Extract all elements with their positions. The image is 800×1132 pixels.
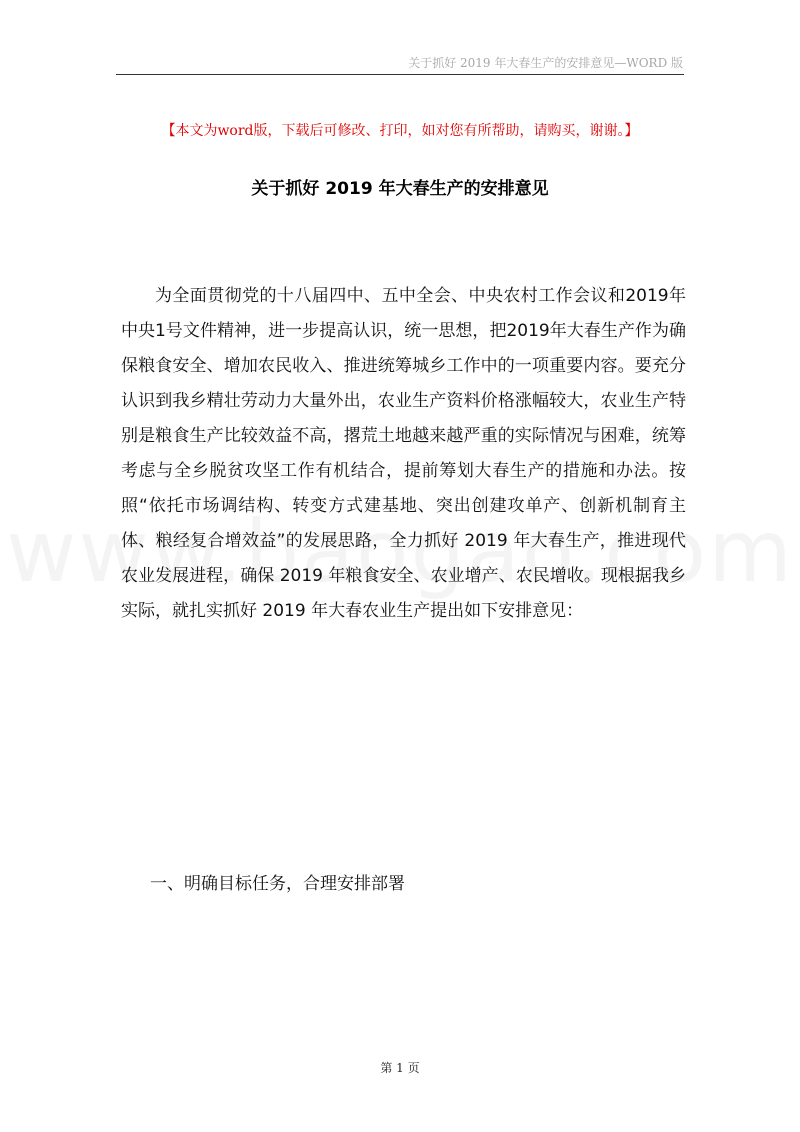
purchase-notice: 【本文为word版，下载后可修改、打印，如对您有所帮助，请购买，谢谢。】 xyxy=(161,123,639,139)
document-title: 关于抓好 2019 年大春生产的安排意见 xyxy=(251,179,549,199)
section-heading: 一、明确目标任务，合理安排部署 xyxy=(150,874,405,894)
running-header: 关于抓好 2019 年大春生产的安排意见—WORD 版 xyxy=(408,56,683,70)
page-number: 第 1 页 xyxy=(380,1061,420,1075)
body-paragraph: 为全面贯彻党的十八届四中、五中全会、中央农村工作会议和2019年中央1号文件精神，进一步提高认识，统一思想，把2019年大春生产作为确保粮食安全、增加农民收入、推进统筹城乡工作中的一项重要内容。要充分认识到我乡精壮劳动力大量外出，农业生产资料价格涨幅较大，农业生产特别是粮食生产比较效益不高，撂荒土地越来越严重的实际情况与困难，统筹考虑与全乡脱贫攻坚工作有机结合，提前筹划大春生产的措施和办法。按照“依托市场调结构、转变方式建基地、突出创建攻单产、创新机制育主体、粮经复合增效益”的发展思路，全力抓好 2019 年大春生产，推进现代农业发展进程，确保 2019 年粮食安全、农业增产、农民增收。现根据我乡实际，就扎实抓好 2019 年大春农业生产提出如下安排意见： xyxy=(121,286,686,621)
header-divider xyxy=(116,74,684,75)
